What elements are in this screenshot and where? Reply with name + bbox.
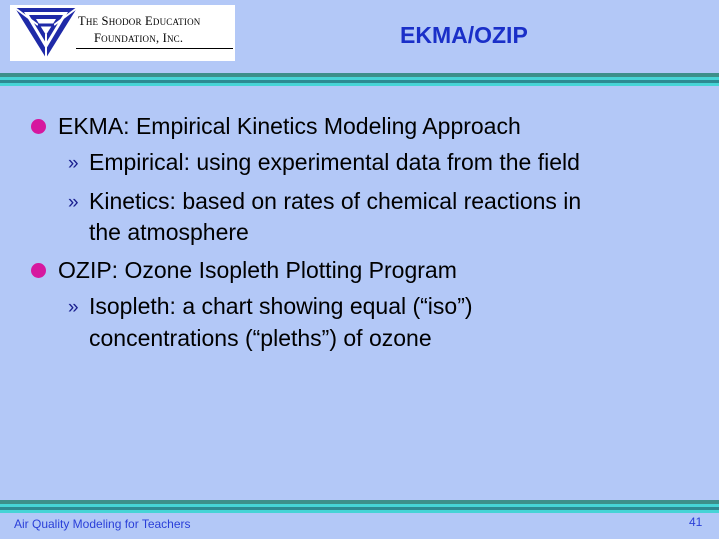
bullet-dot	[31, 263, 46, 278]
bullet-text: OZIP: Ozone Isopleth Plotting Program	[58, 257, 457, 283]
sub-bullet-marker: »	[68, 192, 79, 213]
sub-bullet-text: Kinetics: based on rates of chemical reactions in	[89, 188, 582, 214]
bullet-dot	[31, 119, 46, 134]
footer-course-title: Air Quality Modeling for Teachers	[14, 517, 191, 531]
sub-bullet-marker: »	[68, 297, 79, 318]
logo-rule	[76, 48, 233, 49]
slide-title: EKMA/OZIP	[400, 22, 528, 48]
sub-bullet-text: Isopleth: a chart showing equal (“iso”)	[89, 293, 473, 319]
logo-line-2: Foundation, Inc.	[94, 31, 184, 45]
slide-number: 41	[689, 515, 703, 529]
logo-line-1: The Shodor Education	[78, 14, 201, 28]
top-divider-band	[0, 83, 719, 86]
shodor-triangle-logo-icon	[12, 6, 80, 60]
sub-bullet-text-continued: the atmosphere	[89, 219, 249, 245]
bottom-divider-band	[0, 510, 719, 513]
sub-bullet-marker: »	[68, 153, 79, 174]
bullet-text: EKMA: Empirical Kinetics Modeling Approach	[58, 113, 521, 139]
sub-bullet-text: Empirical: using experimental data from the field	[89, 149, 580, 175]
sub-bullet-text-continued: concentrations (“pleths”) of ozone	[89, 325, 432, 351]
shodor-logo	[10, 5, 235, 61]
